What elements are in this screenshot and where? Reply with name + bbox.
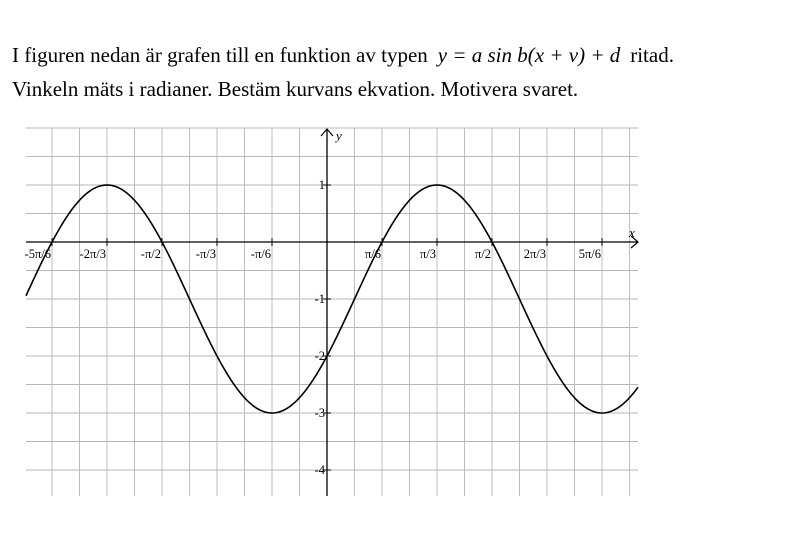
x-tick-labels — [25, 247, 601, 261]
x-tick-label: -π/2 — [140, 247, 161, 261]
function-formula: y = a sin b(x + v) + d — [437, 43, 621, 67]
x-tick-label: -π/3 — [195, 247, 216, 261]
x-tick-label: π/6 — [364, 247, 381, 261]
x-tick-label: -π/6 — [250, 247, 271, 261]
y-tick-label: -1 — [314, 292, 325, 306]
x-tick-label: π/2 — [474, 247, 491, 261]
x-tick-label: -5π/6 — [24, 247, 51, 261]
x-tick-label: π/3 — [419, 247, 436, 261]
x-axis-label: x — [629, 225, 635, 240]
y-tick-label: -2 — [314, 349, 325, 363]
axes — [26, 128, 638, 496]
x-tick-label: 5π/6 — [578, 247, 601, 261]
x-tick-label: 2π/3 — [523, 247, 546, 261]
y-tick-label: -3 — [314, 406, 325, 420]
problem-line-2: Vinkeln mäts i radianer. Bestäm kurvans ekvation. Motivera svaret. — [12, 77, 579, 101]
x-tick-label: -2π/3 — [79, 247, 106, 261]
y-axis-label: y — [336, 128, 342, 143]
grid-lines — [26, 128, 638, 496]
y-tick-label: -4 — [314, 463, 325, 477]
y-tick-label: 1 — [318, 178, 325, 192]
problem-intro-end: ritad. — [630, 43, 674, 67]
problem-intro: I figuren nedan är grafen till en funktion av typen — [12, 43, 428, 67]
